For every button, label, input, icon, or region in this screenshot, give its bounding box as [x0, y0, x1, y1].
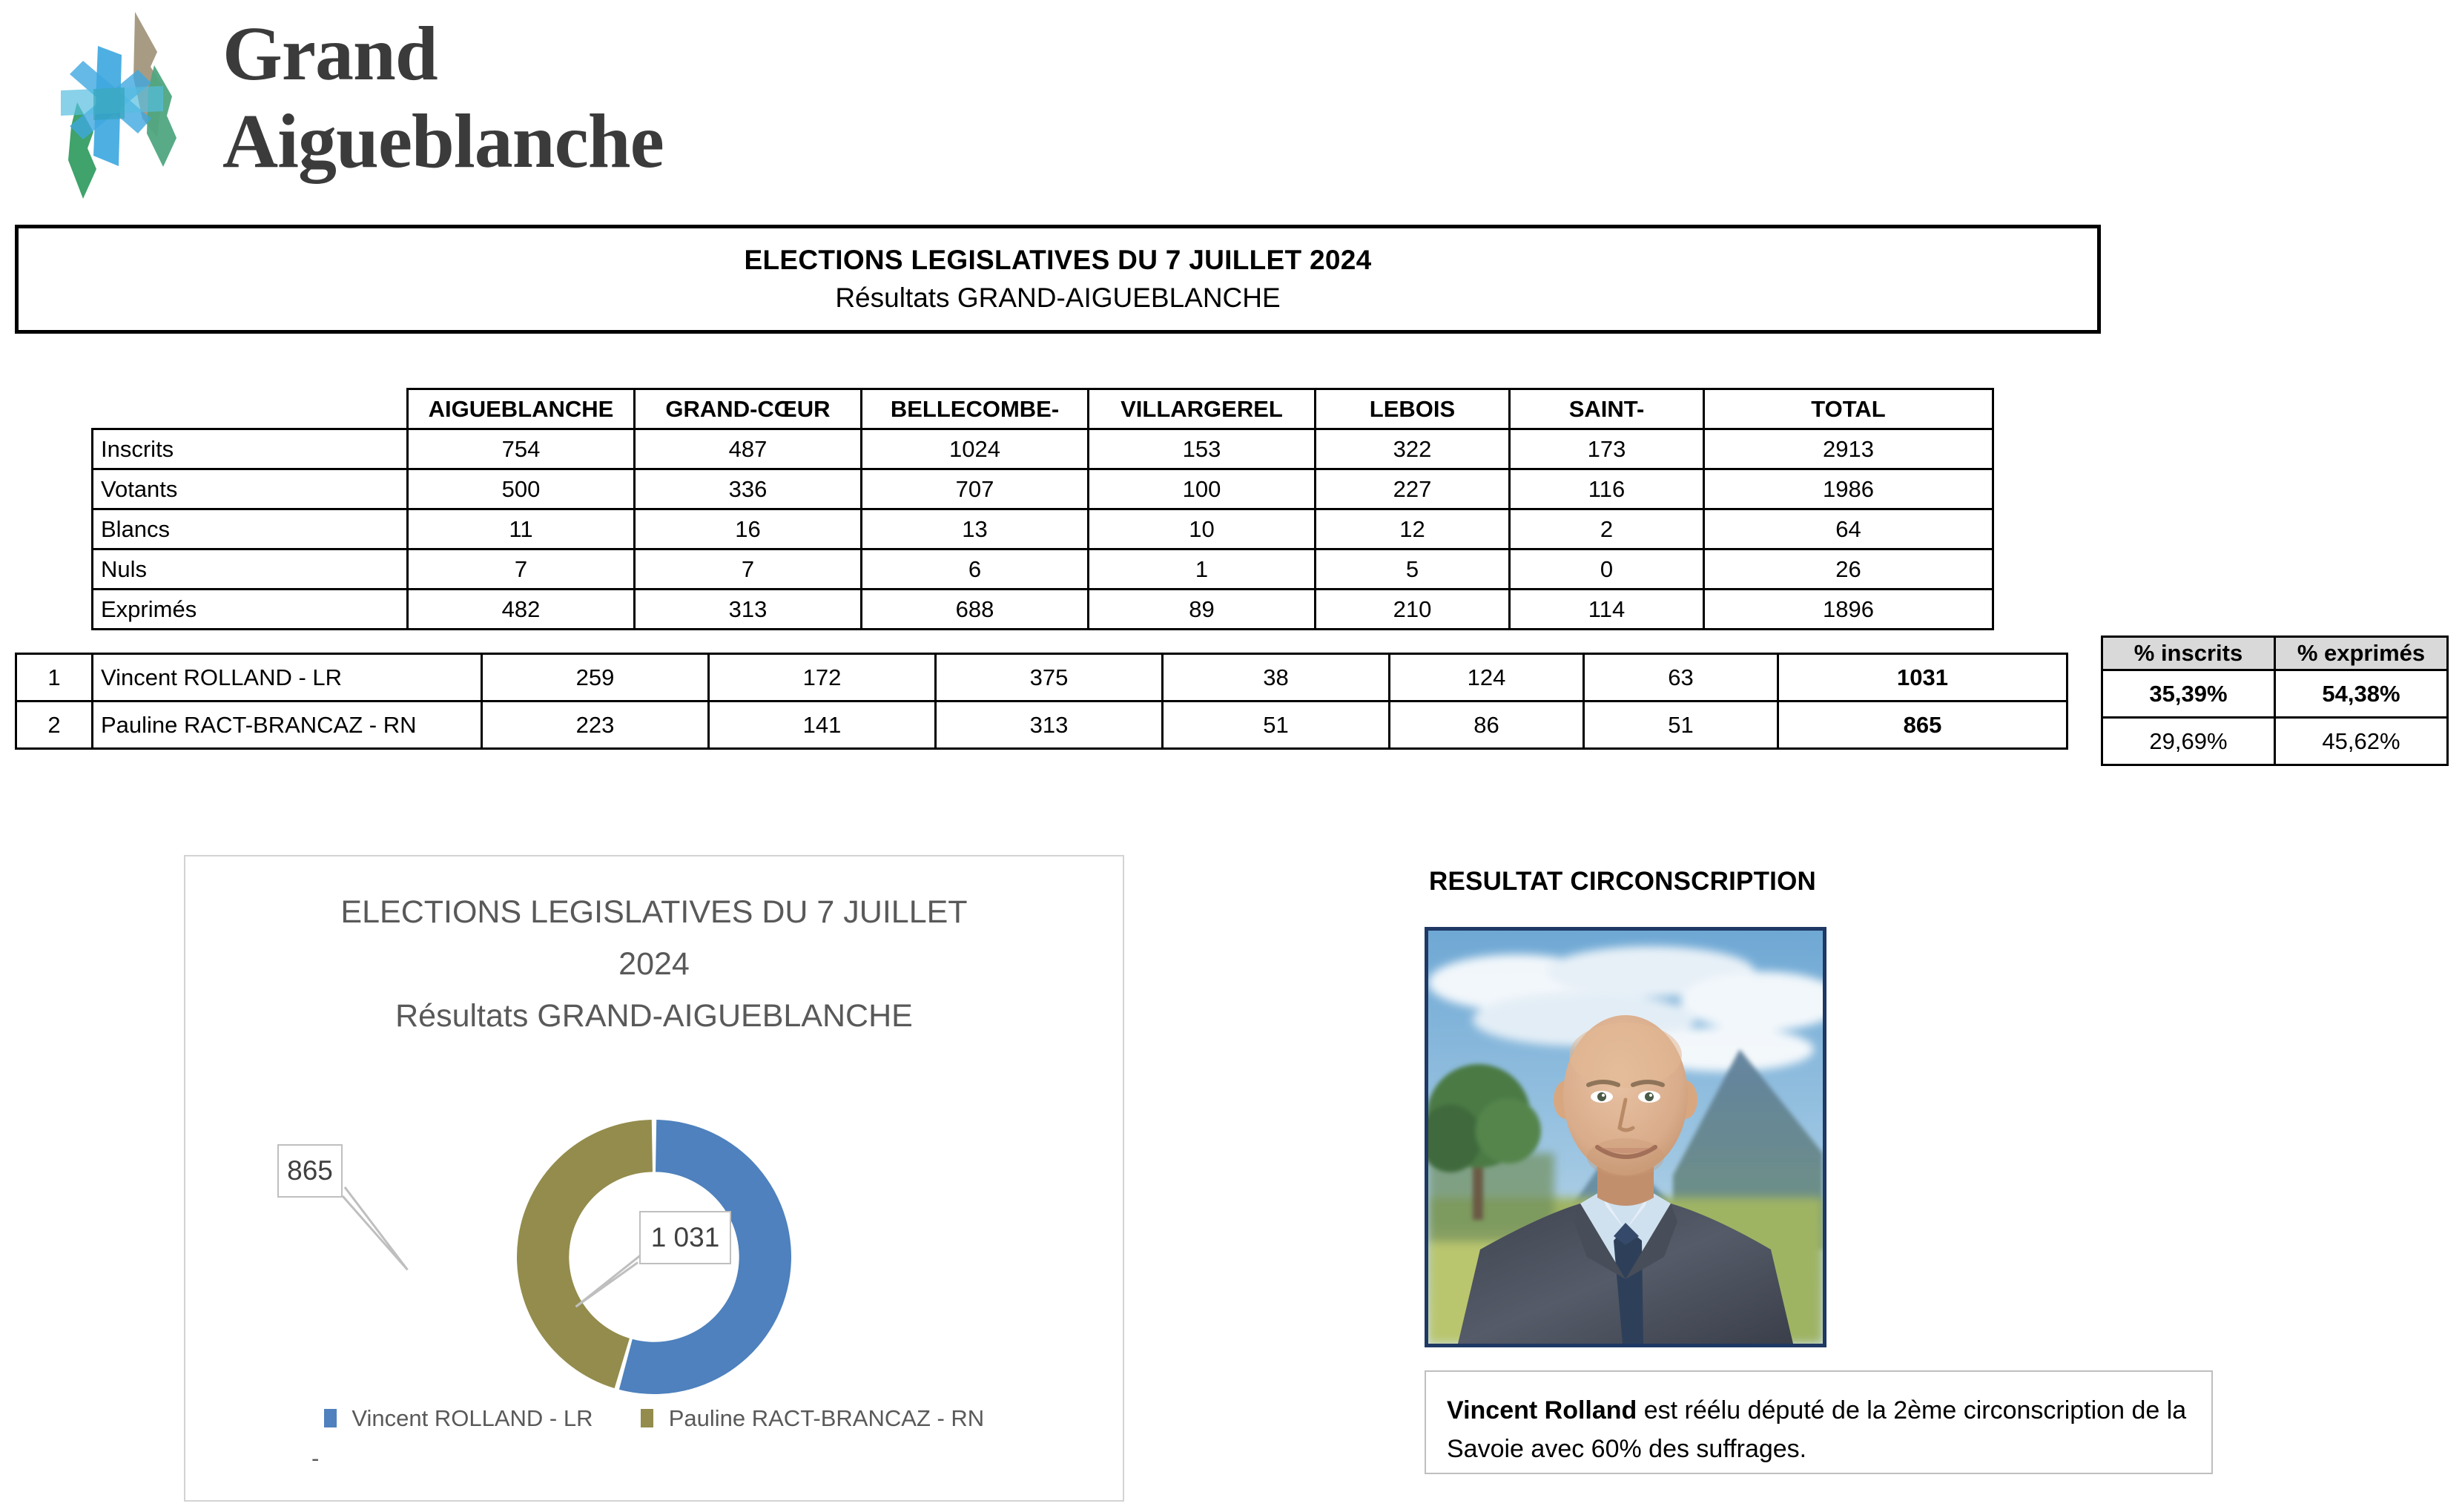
results-table	[91, 388, 1994, 630]
cell-value: 51	[1584, 701, 1778, 749]
cell-value: 1	[1089, 549, 1316, 590]
cell-value: 89	[1089, 590, 1316, 630]
circonscription-heading: RESULTAT CIRCONSCRIPTION	[1429, 867, 1817, 896]
snowflake-mountain-logo-icon	[44, 7, 245, 208]
cell-value: 116	[1510, 469, 1704, 509]
table-row-votants	[93, 469, 1993, 509]
row-label-votants: Votants	[93, 469, 408, 509]
cell-value: 482	[408, 590, 635, 630]
cell-total: 1986	[1704, 469, 1993, 509]
cell-value: 124	[1390, 654, 1584, 701]
chart-title-line-3: Résultats GRAND-AIGUEBLANCHE	[395, 998, 913, 1034]
table-row-nuls	[93, 549, 1993, 590]
col-header-bellecombe: BELLECOMBE-	[862, 389, 1089, 429]
chart-title-line-2: 2024	[618, 946, 690, 982]
cell-total: 2913	[1704, 429, 1993, 469]
cell-value: 7	[408, 549, 635, 590]
table-row-blancs	[93, 509, 1993, 549]
logo-line-2: Aigueblanche	[222, 99, 664, 184]
cell-value: 86	[1390, 701, 1584, 749]
table-header-row	[93, 389, 1993, 429]
page-title: ELECTIONS LEGISLATIVES DU 7 JUILLET 2024	[744, 245, 1372, 275]
col-header-villargerel: VILLARGEREL	[1089, 389, 1316, 429]
cell-value: 313	[635, 590, 862, 630]
col-header-aigueblanche: AIGUEBLANCHE	[408, 389, 635, 429]
cell-value: 227	[1316, 469, 1510, 509]
cell-total: 1896	[1704, 590, 1993, 630]
cell-value: 0	[1510, 549, 1704, 590]
pct-exprimes-value: 54,38%	[2275, 670, 2448, 718]
row-label-blancs: Blancs	[93, 509, 408, 549]
percentage-header-row	[2102, 637, 2448, 670]
cell-value: 259	[482, 654, 709, 701]
cell-value: 114	[1510, 590, 1704, 630]
table-row	[2102, 718, 2448, 765]
pct-exprimes-value: 45,62%	[2275, 718, 2448, 765]
cell-total: 64	[1704, 509, 1993, 549]
candidate-name: Pauline RACT-BRANCAZ - RN	[93, 701, 482, 749]
cell-value: 5	[1316, 549, 1510, 590]
col-header-pct-inscrits: % inscrits	[2102, 637, 2275, 670]
legend-extra-dash: -	[311, 1445, 320, 1471]
table-row-inscrits	[93, 429, 1993, 469]
statement-name: Vincent Rolland	[1447, 1396, 1637, 1424]
candidate-rank: 2	[16, 701, 93, 749]
legend-item-ract-brancaz[interactable]	[641, 1405, 984, 1432]
cell-value: 6	[862, 549, 1089, 590]
cell-total: 865	[1778, 701, 2067, 749]
col-header-total: TOTAL	[1704, 389, 1993, 429]
statement-text: est réélu député de la 2ème circonscription de la Savoie avec 60% des suffrages.	[1447, 1396, 2187, 1463]
cell-value: 313	[936, 701, 1163, 749]
portrait-image	[1428, 931, 1823, 1344]
deputy-portrait-photo	[1425, 927, 1826, 1347]
col-header-pct-exprimes: % exprimés	[2275, 637, 2448, 670]
cell-value: 12	[1316, 509, 1510, 549]
statement-box	[1425, 1370, 2213, 1474]
legend-swatch-olive	[641, 1409, 653, 1427]
cell-value: 322	[1316, 429, 1510, 469]
row-label-exprimes: Exprimés	[93, 590, 408, 630]
table-row	[16, 654, 2067, 701]
candidate-name: Vincent ROLLAND - LR	[93, 654, 482, 701]
candidate-results-table	[15, 653, 2068, 750]
data-label-865: 865	[277, 1144, 343, 1198]
cell-value: 7	[635, 549, 862, 590]
cell-value: 172	[709, 654, 936, 701]
cell-value: 375	[936, 654, 1163, 701]
cell-value: 141	[709, 701, 936, 749]
cell-value: 11	[408, 509, 635, 549]
cell-value: 210	[1316, 590, 1510, 630]
cell-value: 223	[482, 701, 709, 749]
logo-line-1: Grand	[222, 11, 438, 96]
cell-value: 51	[1163, 701, 1390, 749]
data-label-1031: 1 031	[639, 1211, 731, 1264]
organisation-logo	[44, 4, 816, 205]
row-label-nuls: Nuls	[93, 549, 408, 590]
legend-label: Vincent ROLLAND - LR	[352, 1405, 593, 1431]
cell-value: 13	[862, 509, 1089, 549]
cell-value: 173	[1510, 429, 1704, 469]
pct-inscrits-value: 35,39%	[2102, 670, 2275, 718]
page-title-box	[15, 225, 2101, 334]
donut-chart-panel	[184, 855, 1124, 1502]
table-row-exprimes	[93, 590, 1993, 630]
cell-value: 2	[1510, 509, 1704, 549]
legend-label: Pauline RACT-BRANCAZ - RN	[668, 1405, 985, 1431]
table-row	[2102, 670, 2448, 718]
chart-title	[185, 886, 1123, 1042]
cell-value: 10	[1089, 509, 1316, 549]
cell-value: 336	[635, 469, 862, 509]
cell-value: 100	[1089, 469, 1316, 509]
logo-wordmark	[222, 10, 816, 196]
cell-total: 26	[1704, 549, 1993, 590]
candidate-rank: 1	[16, 654, 93, 701]
table-corner-cell	[93, 389, 408, 429]
cell-value: 754	[408, 429, 635, 469]
cell-value: 688	[862, 590, 1089, 630]
cell-value: 38	[1163, 654, 1390, 701]
cell-value: 487	[635, 429, 862, 469]
row-label-inscrits: Inscrits	[93, 429, 408, 469]
chart-title-line-1: ELECTIONS LEGISLATIVES DU 7 JUILLET	[340, 894, 968, 930]
legend-swatch-blue	[324, 1409, 337, 1427]
cell-value: 1024	[862, 429, 1089, 469]
legend-item-rolland[interactable]	[324, 1405, 593, 1432]
chart-legend	[185, 1405, 1123, 1472]
cell-value: 153	[1089, 429, 1316, 469]
col-header-lebois: LEBOIS	[1316, 389, 1510, 429]
cell-value: 16	[635, 509, 862, 549]
pct-inscrits-value: 29,69%	[2102, 718, 2275, 765]
cell-value: 63	[1584, 654, 1778, 701]
table-row	[16, 701, 2067, 749]
page-subtitle: Résultats GRAND-AIGUEBLANCHE	[835, 283, 1281, 313]
col-header-grand-coeur: GRAND-CŒUR	[635, 389, 862, 429]
cell-total: 1031	[1778, 654, 2067, 701]
col-header-saint: SAINT-	[1510, 389, 1704, 429]
cell-value: 707	[862, 469, 1089, 509]
percentage-table	[2101, 635, 2449, 766]
cell-value: 500	[408, 469, 635, 509]
